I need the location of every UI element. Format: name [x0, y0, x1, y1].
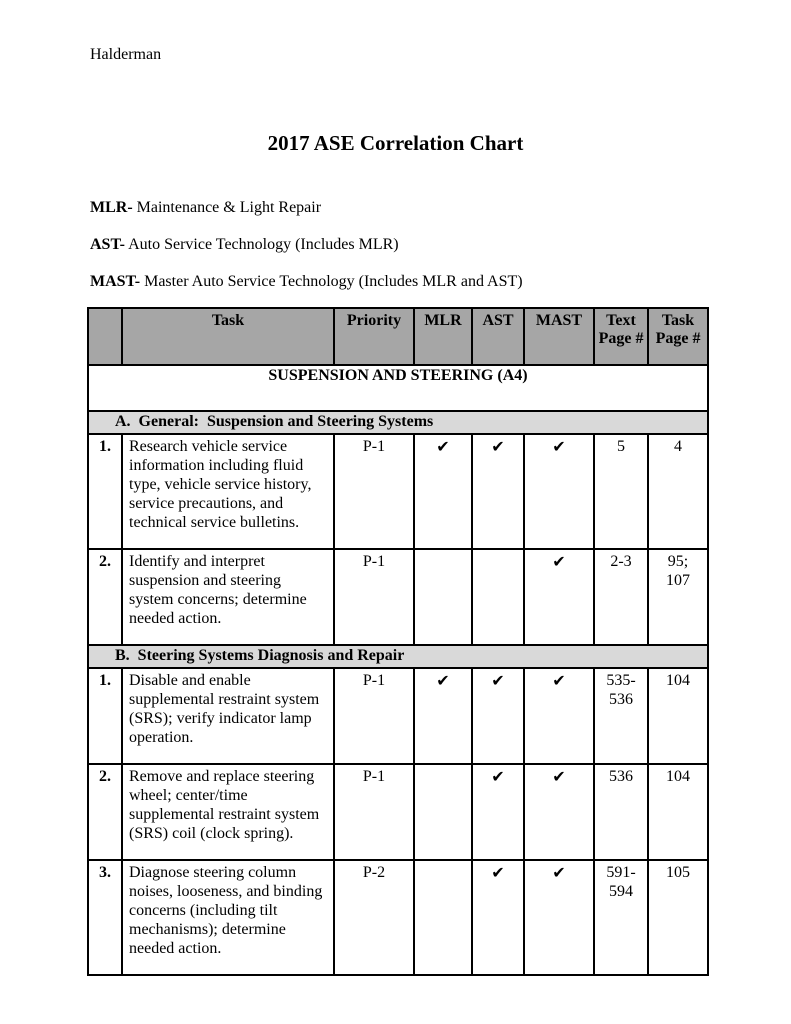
mlr-check-cell	[414, 860, 472, 975]
text-page-cell: 591-594	[594, 860, 648, 975]
row-number: 1.	[88, 434, 122, 549]
section-heading: B. Steering Systems Diagnosis and Repair	[88, 645, 708, 668]
ast-check-cell	[472, 860, 524, 975]
header-task: Task	[122, 308, 334, 365]
check-icon: ✔	[436, 437, 450, 456]
task-page-cell: 104	[648, 764, 708, 860]
row-number: 2.	[88, 764, 122, 860]
check-icon: ✔	[552, 863, 566, 882]
row-number: 1.	[88, 668, 122, 764]
table-row	[88, 549, 708, 645]
priority-cell: P-1	[334, 764, 414, 860]
header-ast: AST	[472, 308, 524, 365]
section-heading-row	[88, 645, 708, 668]
legend-text-mlr: Maintenance & Light Repair	[132, 199, 322, 216]
table-row	[88, 860, 708, 975]
text-page-cell: 5	[594, 434, 648, 549]
legend-text-ast: Auto Service Technology (Includes MLR)	[124, 236, 399, 253]
row-number: 2.	[88, 549, 122, 645]
task-page-cell: 104	[648, 668, 708, 764]
mlr-check-cell	[414, 549, 472, 645]
task-cell: Research vehicle service information including fluid type, vehicle service history, service precautions, and technical service bulletins.	[122, 434, 334, 549]
task-cell: Disable and enable supplemental restraint system (SRS); verify indicator lamp operation.	[122, 668, 334, 764]
mlr-check-cell	[414, 668, 472, 764]
ast-check-cell	[472, 764, 524, 860]
header-text-page: Text Page #	[594, 308, 648, 365]
header-task-page: Task Page #	[648, 308, 708, 365]
check-icon: ✔	[491, 767, 505, 786]
priority-cell: P-2	[334, 860, 414, 975]
table-body	[88, 365, 708, 975]
check-icon: ✔	[491, 863, 505, 882]
page-title: 2017 ASE Correlation Chart	[267, 131, 524, 155]
check-icon: ✔	[552, 552, 566, 571]
legend-text-mast: Master Auto Service Technology (Includes MLR and AST)	[140, 273, 523, 290]
legend-abbr-mast: MAST-	[90, 273, 141, 290]
row-number: 3.	[88, 860, 122, 975]
table-header-row	[88, 308, 708, 365]
mast-check-cell	[524, 764, 594, 860]
task-page-cell: 105	[648, 860, 708, 975]
table-row	[88, 668, 708, 764]
legend	[90, 199, 523, 310]
ast-check-cell	[472, 434, 524, 549]
priority-cell: P-1	[334, 549, 414, 645]
mlr-check-cell	[414, 764, 472, 860]
task-cell: Identify and interpret suspension and steering system concerns; determine needed action.	[122, 549, 334, 645]
task-page-cell: 4	[648, 434, 708, 549]
section-heading: A. General: Suspension and Steering Systems	[88, 411, 708, 434]
header-mast: MAST	[524, 308, 594, 365]
mlr-check-cell	[414, 434, 472, 549]
legend-line-mlr	[90, 199, 523, 217]
mast-check-cell	[524, 668, 594, 764]
section-heading-row	[88, 411, 708, 434]
check-icon: ✔	[552, 671, 566, 690]
legend-abbr-ast: AST-	[90, 236, 125, 253]
legend-line-ast	[90, 236, 523, 254]
check-icon: ✔	[436, 671, 450, 690]
mast-check-cell	[524, 860, 594, 975]
header-mlr: MLR	[414, 308, 472, 365]
mast-check-cell	[524, 434, 594, 549]
check-icon: ✔	[552, 437, 566, 456]
author-name: Halderman	[90, 46, 162, 63]
task-page-cell: 95; 107	[648, 549, 708, 645]
section-title-row	[88, 365, 708, 411]
ast-check-cell	[472, 668, 524, 764]
text-page-cell: 535-536	[594, 668, 648, 764]
table-row	[88, 434, 708, 549]
legend-line-mast	[90, 273, 523, 291]
task-cell: Diagnose steering column noises, looseness, and binding concerns (including tilt mechanisms); determine needed action.	[122, 860, 334, 975]
text-page-cell: 2-3	[594, 549, 648, 645]
mast-check-cell	[524, 549, 594, 645]
text-page-cell: 536	[594, 764, 648, 860]
ast-check-cell	[472, 549, 524, 645]
legend-abbr-mlr: MLR-	[90, 199, 133, 216]
header-blank	[88, 308, 122, 365]
check-icon: ✔	[491, 437, 505, 456]
priority-cell: P-1	[334, 668, 414, 764]
priority-cell: P-1	[334, 434, 414, 549]
correlation-table	[87, 307, 709, 976]
check-icon: ✔	[491, 671, 505, 690]
table-row	[88, 764, 708, 860]
header-priority: Priority	[334, 308, 414, 365]
task-cell: Remove and replace steering wheel; center/time supplemental restraint system (SRS) coil (clock spring).	[122, 764, 334, 860]
check-icon: ✔	[552, 767, 566, 786]
section-title: SUSPENSION AND STEERING (A4)	[88, 365, 708, 411]
